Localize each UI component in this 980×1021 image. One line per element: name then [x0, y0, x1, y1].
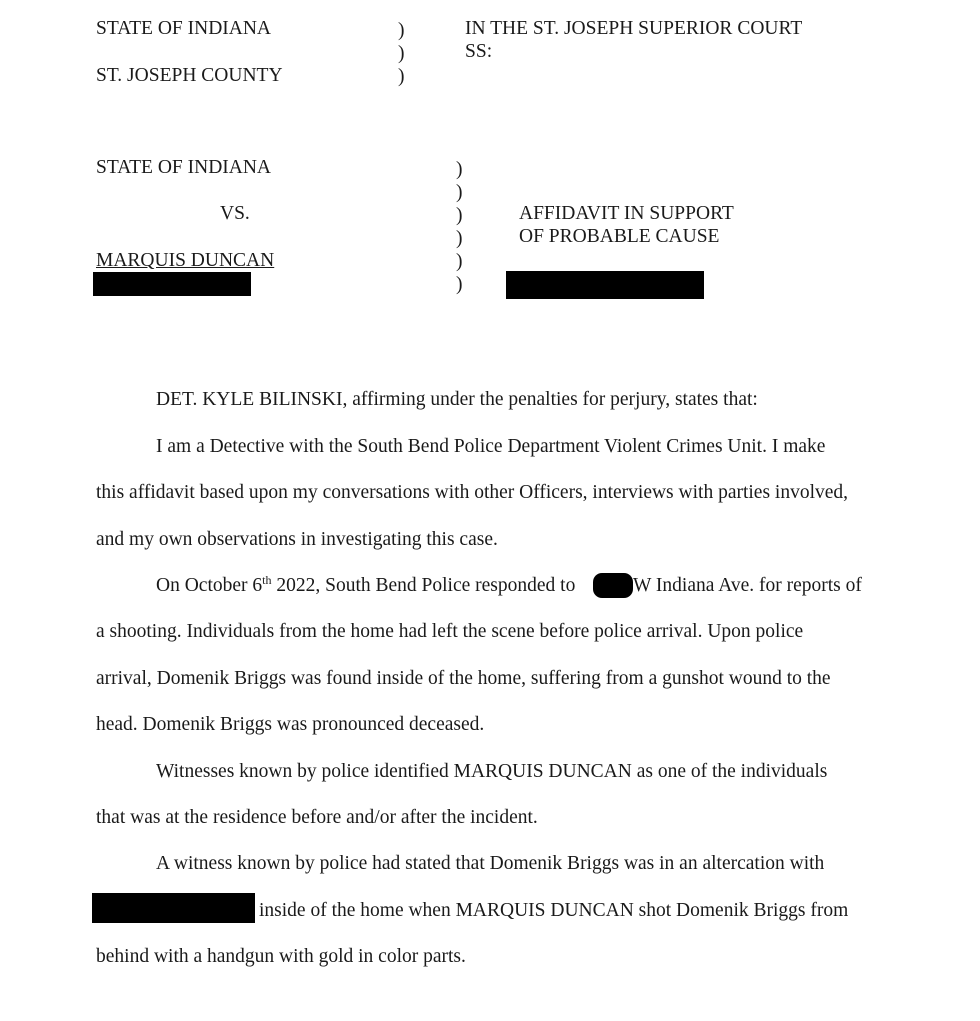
body-paragraph-line: A witness known by police had stated that Domenik Briggs was in an altercation with	[156, 853, 825, 874]
body-paragraph-line: I am a Detective with the South Bend Police Department Violent Crimes Unit. I make	[156, 436, 826, 457]
body-paragraph-line: head. Domenik Briggs was pronounced deceased.	[96, 714, 485, 735]
body-paragraph-line: and my own observations in investigating this case.	[96, 529, 498, 550]
caption-paren: )	[456, 159, 463, 180]
header-paren: )	[398, 66, 405, 87]
date-suffix: th	[262, 573, 272, 587]
affidavit-title-line1: AFFIDAVIT IN SUPPORT	[519, 203, 734, 224]
header-paren: )	[398, 20, 405, 41]
caption-paren: )	[456, 228, 463, 249]
name-redaction	[92, 893, 255, 923]
redaction-block	[506, 271, 704, 299]
body-paragraph-line: this affidavit based upon my conversations with other Officers, interviews with parties involved,	[96, 482, 849, 503]
body-paragraph-line: W Indiana Ave. for reports of	[633, 575, 862, 596]
caption-defendant: MARQUIS DUNCAN	[96, 250, 275, 271]
date-text: On October 6	[156, 575, 263, 596]
body-paragraph-line: a shooting. Individuals from the home had left the scene before police arrival. Upon police	[96, 621, 804, 642]
redaction-block	[93, 272, 251, 296]
caption-paren: )	[456, 205, 463, 226]
address-redaction	[593, 573, 633, 598]
affidavit-title-line2: OF PROBABLE CAUSE	[519, 226, 720, 247]
caption-paren: )	[456, 274, 463, 295]
body-paragraph-line: inside of the home when MARQUIS DUNCAN shot Domenik Briggs from	[259, 900, 849, 921]
body-paragraph-line: that was at the residence before and/or after the incident.	[96, 807, 538, 828]
body-paragraph-line: DET. KYLE BILINSKI, affirming under the penalties for perjury, states that:	[156, 389, 758, 410]
header-paren: )	[398, 43, 405, 64]
caption-paren: )	[456, 251, 463, 272]
body-paragraph-line: arrival, Domenik Briggs was found inside of the home, suffering from a gunshot wound to the	[96, 668, 831, 689]
caption-versus: VS.	[220, 203, 250, 224]
caption-paren: )	[456, 182, 463, 203]
response-text: 2022, South Bend Police responded to	[271, 575, 576, 596]
body-paragraph-line: behind with a handgun with gold in color parts.	[96, 946, 466, 967]
body-paragraph-line	[156, 573, 576, 596]
caption-plaintiff: STATE OF INDIANA	[96, 157, 272, 178]
body-paragraph-line: Witnesses known by police identified MARQUIS DUNCAN as one of the individuals	[156, 761, 828, 782]
header-state: STATE OF INDIANA	[96, 18, 272, 39]
header-court: IN THE ST. JOSEPH SUPERIOR COURT	[465, 18, 803, 39]
header-county: ST. JOSEPH COUNTY	[96, 65, 283, 86]
header-ss: SS:	[465, 41, 493, 62]
